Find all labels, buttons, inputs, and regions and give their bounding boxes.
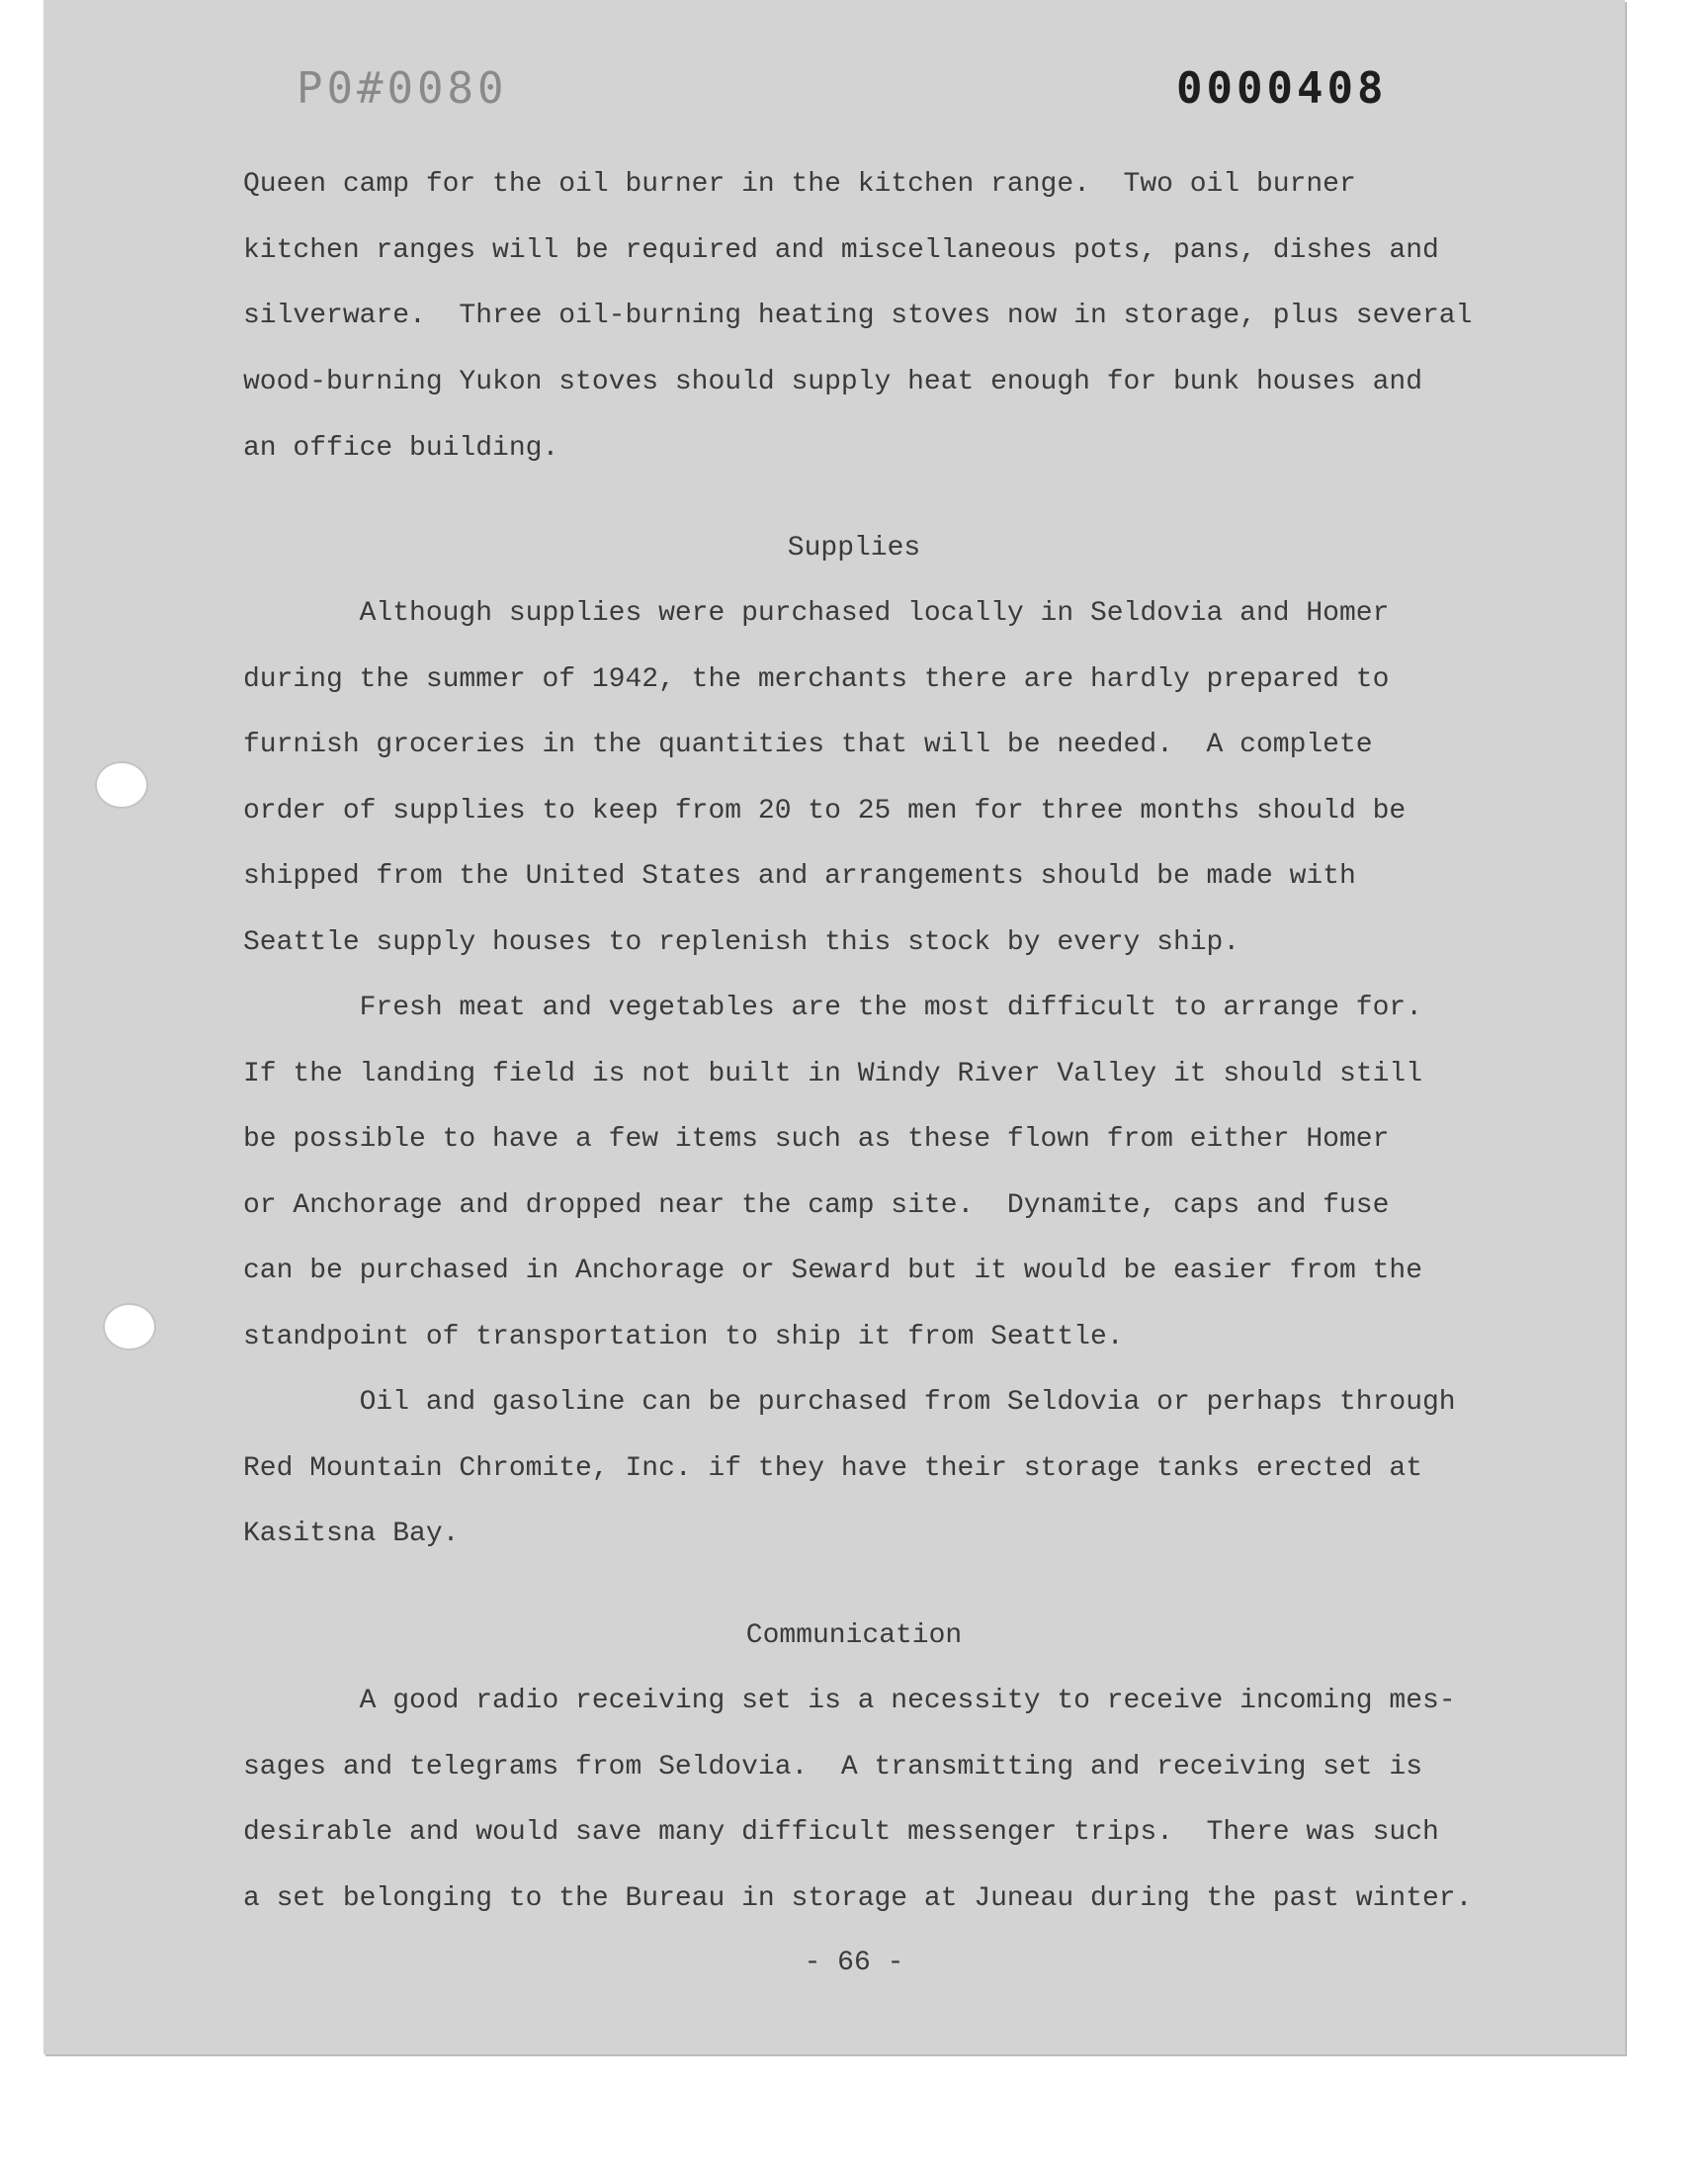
communication-line: sages and telegrams from Seldovia. A transmitting and receiving set is — [243, 1752, 1422, 1783]
document-stamp-left: P0#0080 — [297, 63, 508, 114]
communication-line: A good radio receiving set is a necessity to receive incoming mes- — [243, 1686, 1456, 1716]
body-line: silverware. Three oil-burning heating stoves now in storage, plus several — [243, 301, 1473, 331]
document-number-stamp: 0000408 — [1176, 63, 1388, 114]
supplies-line: be possible to have a few items such as these flown from either Homer — [243, 1124, 1390, 1155]
supplies-line: or Anchorage and dropped near the camp site. Dynamite, caps and fuse — [243, 1190, 1390, 1221]
supplies-line: Seattle supply houses to replenish this stock by every ship. — [243, 927, 1240, 958]
supplies-line: shipped from the United States and arrangements should be made with — [243, 861, 1356, 892]
supplies-line: Oil and gasoline can be purchased from Seldovia or perhaps through — [243, 1387, 1456, 1418]
supplies-line: Kasitsna Bay. — [243, 1519, 460, 1549]
body-line: kitchen ranges will be required and miscellaneous pots, pans, dishes and — [243, 235, 1439, 266]
supplies-line: Red Mountain Chromite, Inc. if they have their storage tanks erected at — [243, 1453, 1422, 1484]
page-number: - 66 - — [804, 1948, 904, 1978]
body-line: wood-burning Yukon stoves should supply heat enough for bunk houses and — [243, 367, 1422, 397]
supplies-line: If the landing field is not built in Windy River Valley it should still — [243, 1059, 1422, 1089]
supplies-line: furnish groceries in the quantities that will be needed. A complete — [243, 730, 1373, 760]
section-heading-communication: Communication — [745, 1620, 963, 1651]
communication-line: a set belonging to the Bureau in storage at Juneau during the past winter. — [243, 1883, 1473, 1914]
supplies-line: can be purchased in Anchorage or Seward but it would be easier from the — [243, 1256, 1422, 1286]
section-heading-supplies: Supplies — [787, 533, 921, 564]
supplies-line: standpoint of transportation to ship it from Seattle. — [243, 1322, 1124, 1352]
supplies-line: during the summer of 1942, the merchants there are hardly prepared to — [243, 664, 1390, 695]
punch-hole-top — [95, 761, 148, 809]
punch-hole-bottom — [103, 1303, 156, 1350]
body-line: Queen camp for the oil burner in the kitchen range. Two oil burner — [243, 169, 1356, 200]
supplies-line: Fresh meat and vegetables are the most difficult to arrange for. — [243, 993, 1422, 1023]
body-line: an office building. — [243, 433, 559, 464]
supplies-line: order of supplies to keep from 20 to 25 men for three months should be — [243, 796, 1407, 826]
supplies-line: Although supplies were purchased locally in Seldovia and Homer — [243, 598, 1390, 629]
communication-line: desirable and would save many difficult messenger trips. There was such — [243, 1817, 1439, 1848]
